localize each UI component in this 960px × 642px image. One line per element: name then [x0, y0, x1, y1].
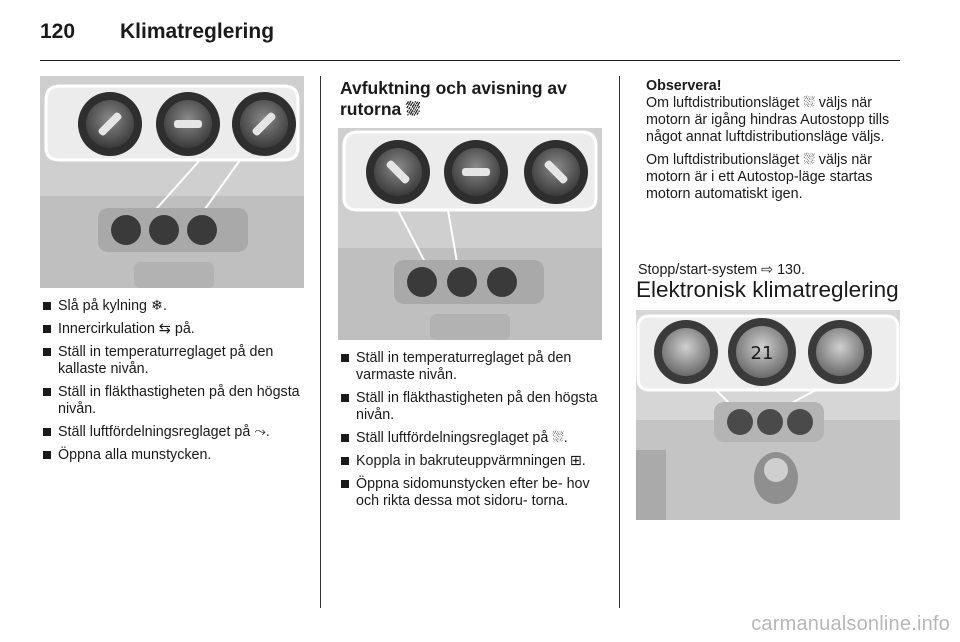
list-item: Koppla in bakruteuppvärmningen ⊞.: [340, 453, 610, 470]
column-divider-2: [619, 76, 620, 608]
page-number: 120: [40, 20, 76, 43]
page-header: [40, 18, 900, 58]
note-paragraph: Om luftdistributionsläget ⛆ väljs när motorn är i ett Autostop-läge startas motorn automatiskt igen.: [646, 152, 873, 202]
list-item: Öppna alla munstycken.: [42, 447, 304, 464]
list-item: Ställ luftfördelningsreglaget på ⤳.: [42, 424, 304, 441]
list-item: Innercirkulation ⇆ på.: [42, 321, 304, 338]
section-heading-defog: Avfuktning och avisning av rutorna ⛆: [340, 78, 567, 119]
header-rule: [40, 60, 900, 61]
electronic-climate-illustration: [636, 310, 900, 520]
climate-control-figure-middle: [338, 128, 602, 340]
climate-panel-illustration: [338, 128, 602, 340]
temperature-display: 21: [750, 343, 774, 364]
middle-bullet-list: [340, 350, 610, 516]
list-item: Ställ in temperaturreglaget på den varmaste nivån.: [340, 350, 610, 384]
electronic-climate-figure: [636, 310, 900, 520]
list-item: Ställ in fläkthastigheten på den högsta nivån.: [42, 384, 304, 418]
climate-panel-illustration: [40, 76, 304, 288]
list-item: Ställ in fläkthastigheten på den högsta nivån.: [340, 390, 610, 424]
list-item: Öppna sidomunstycken efter be- hov och rikta dessa mot sidoru- torna.: [340, 476, 610, 510]
page-title: Klimatreglering: [120, 20, 275, 43]
list-item: Slå på kylning ❄.: [42, 298, 304, 315]
watermark: carmanualsonline.info: [751, 613, 950, 635]
cross-reference: Stopp/start-system ⇨ 130.: [638, 262, 805, 278]
list-item: Ställ in temperaturreglaget på den kallaste nivån.: [42, 344, 304, 378]
note-box: [646, 78, 908, 209]
list-item: Ställ luftfördelningsreglaget på ⛆.: [340, 430, 610, 447]
left-bullet-list: [42, 298, 304, 470]
note-title: Observera!: [646, 78, 722, 94]
section-heading-electronic-climate: Elektronisk klimatreglering: [636, 277, 899, 302]
climate-control-figure-left: [40, 76, 304, 288]
column-divider-1: [320, 76, 321, 608]
note-paragraph: Om luftdistributionsläget ⛆ väljs när motorn är igång hindras Autostopp tills något annat luftdistributionsläge väljs.: [646, 95, 890, 145]
